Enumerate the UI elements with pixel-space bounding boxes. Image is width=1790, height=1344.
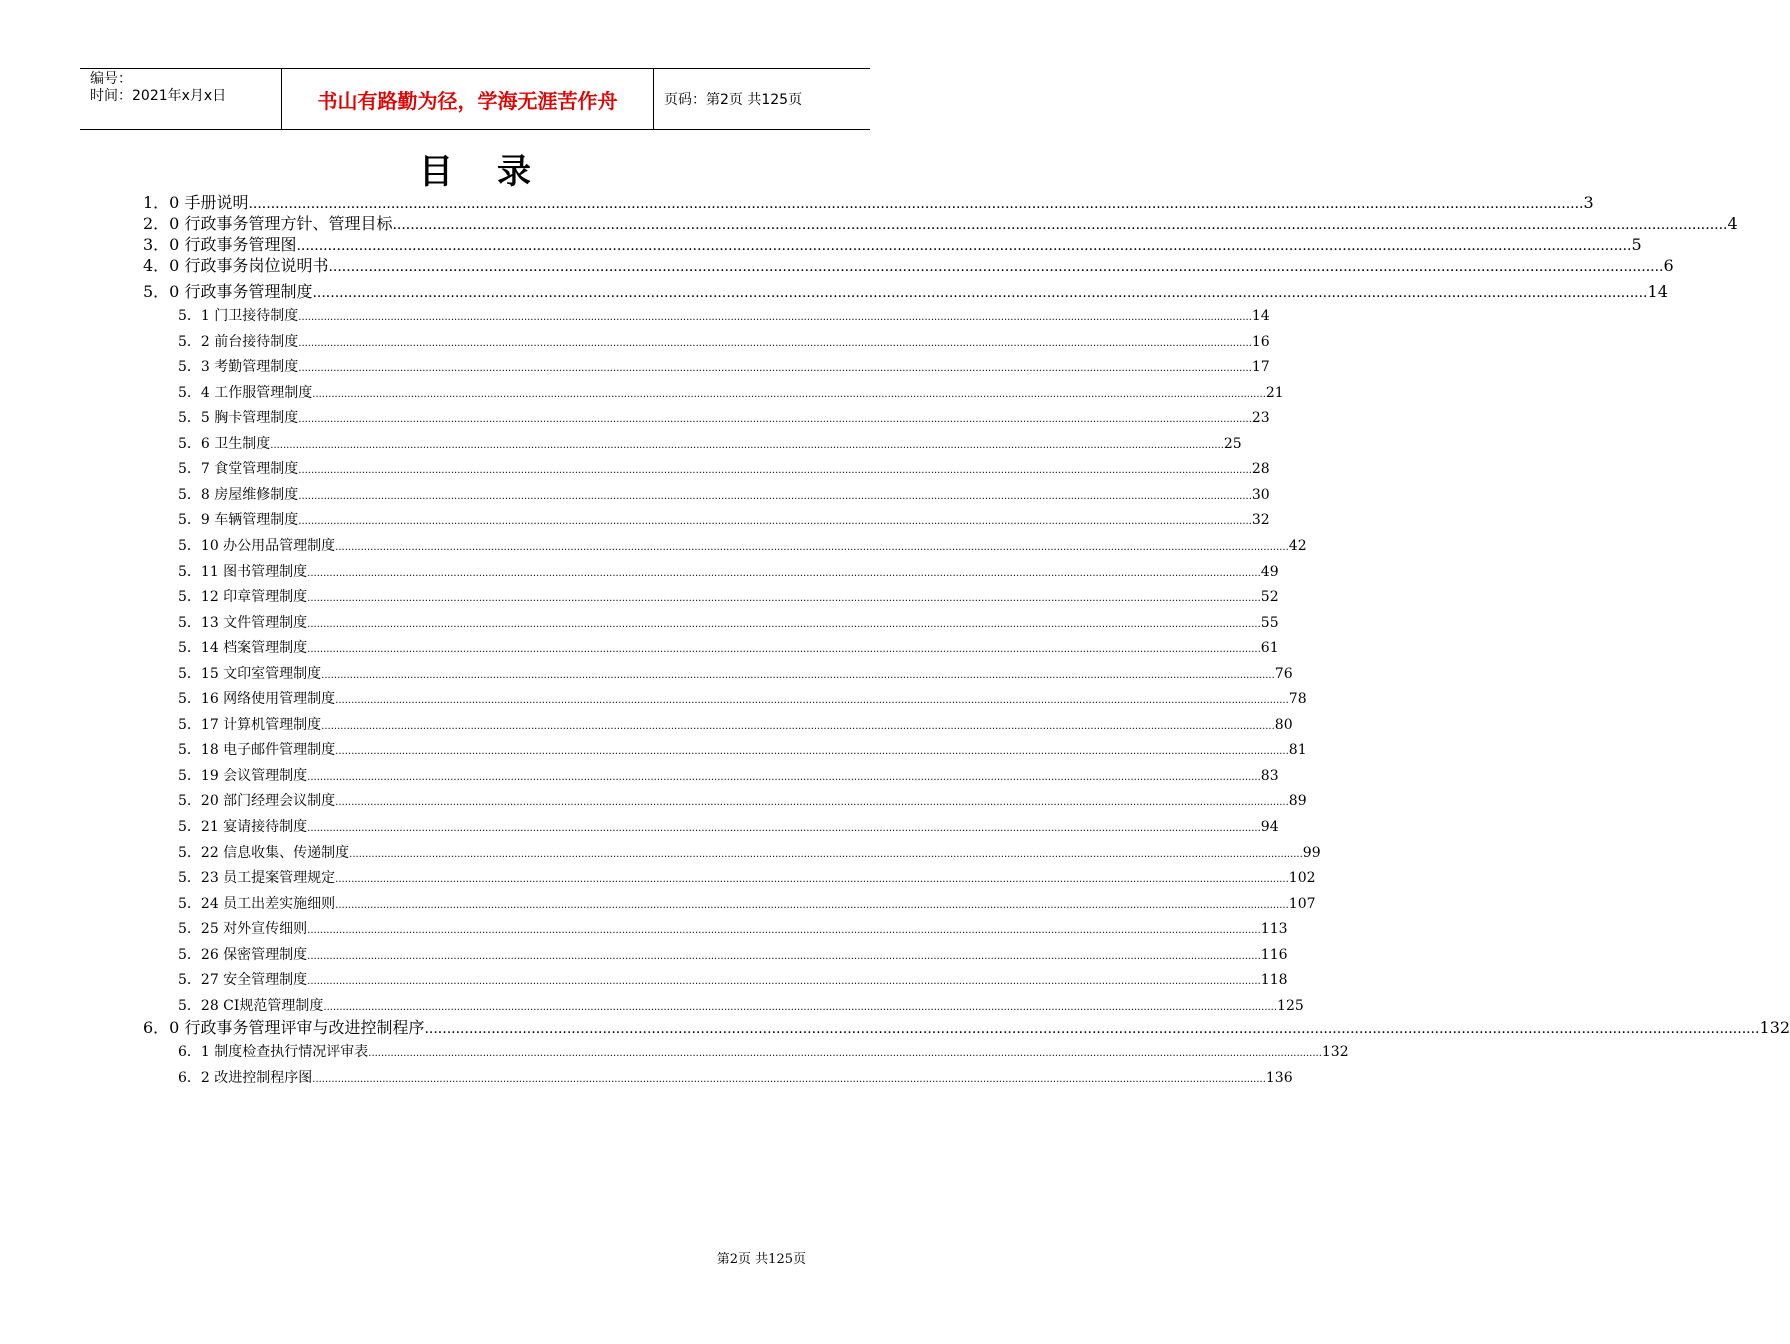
toc-entry-page: 42 <box>1288 537 1307 554</box>
toc-entry-section[interactable] <box>178 458 1270 478</box>
toc-entry-page: 30 <box>1251 486 1270 503</box>
toc-entry-label: 5．19 会议管理制度 <box>178 767 308 784</box>
toc-entry-label: 5．5 胸卡管理制度 <box>178 410 299 427</box>
toc-entry-section[interactable] <box>178 663 1293 683</box>
toc-entry-section[interactable] <box>178 1041 1349 1061</box>
toc-leader-dots: ............................................................................................................................................................................................................................................................................................................ <box>321 669 1275 681</box>
toc-entry-label: 6．2 改进控制程序图 <box>178 1069 313 1086</box>
toc-entry-page: 118 <box>1260 972 1288 989</box>
toc-entry-label: 1．0 手册说明 <box>143 193 249 212</box>
toc-leader-dots: ............................................................................................................................................................................................................................................................................................................ <box>307 976 1261 988</box>
toc-leader-dots: ............................................................................................................................................................................................................................................................................................................ <box>307 567 1261 579</box>
toc-leader-dots: ............................................................................................................................................................................................................................................................................................................ <box>270 439 1224 451</box>
toc-entry-section[interactable] <box>178 893 1316 913</box>
toc-entry-page: 55 <box>1260 614 1279 631</box>
toc-entry-label: 5．3 考勤管理制度 <box>178 359 299 376</box>
toc-entry-label: 5．0 行政事务管理制度 <box>143 282 313 301</box>
toc-entry-chapter[interactable] <box>143 232 1642 255</box>
toc-entry-section[interactable] <box>178 637 1279 657</box>
toc-entry-label: 5．22 信息收集、传递制度 <box>178 844 350 861</box>
toc-leader-dots: ............................................................................................................................................................................................................................................................................................................ <box>424 1021 1760 1037</box>
toc-entry-section[interactable] <box>178 969 1288 989</box>
toc-leader-dots: ............................................................................................................................................................................................................................................................................................................ <box>335 899 1289 911</box>
toc-entry-page: 99 <box>1302 844 1321 861</box>
toc-leader-dots: ............................................................................................................................................................................................................................................................................................................ <box>307 618 1261 630</box>
toc-entry-label: 6．0 行政事务管理评审与改进控制程序 <box>143 1018 425 1037</box>
toc-entry-label: 5．12 印章管理制度 <box>178 589 308 606</box>
toc-entry-page: 32 <box>1251 512 1270 529</box>
header-meta <box>80 69 282 129</box>
toc-entry-page: 5 <box>1631 235 1642 254</box>
toc-entry-page: 28 <box>1251 461 1270 478</box>
toc-leader-dots: ............................................................................................................................................................................................................................................................................................................ <box>248 196 1584 212</box>
toc-leader-dots: ............................................................................................................................................................................................................................................................................................................ <box>307 771 1261 783</box>
toc-leader-dots: ............................................................................................................................................................................................................................................................................................................ <box>335 695 1289 707</box>
toc-leader-dots: ............................................................................................................................................................................................................................................................................................................ <box>349 848 1303 860</box>
toc-entry-section[interactable] <box>178 433 1242 453</box>
toc-leader-dots: ............................................................................................................................................................................................................................................................................................................ <box>312 1073 1266 1085</box>
toc-entry-label: 5．9 车辆管理制度 <box>178 512 299 529</box>
toc-leader-dots: ............................................................................................................................................................................................................................................................................................................ <box>307 593 1261 605</box>
toc-leader-dots: ............................................................................................................................................................................................................................................................................................................ <box>298 490 1252 502</box>
toc-entry-page: 125 <box>1277 997 1304 1014</box>
toc-entry-page: 16 <box>1251 333 1270 350</box>
toc-leader-dots: ............................................................................................................................................................................................................................................................................................................ <box>298 465 1252 477</box>
toc-entry-label: 5．1 门卫接待制度 <box>178 308 299 324</box>
toc-entry-section[interactable] <box>178 331 1270 351</box>
toc-entry-page: 4 <box>1727 214 1738 233</box>
toc-entry-label: 6．1 制度检查执行情况评审表 <box>178 1044 369 1060</box>
toc-entry-page: 14 <box>1251 308 1270 324</box>
toc-entry-label: 5．11 图书管理制度 <box>178 563 308 580</box>
page-header <box>80 68 870 130</box>
toc-entry-section[interactable] <box>178 612 1279 632</box>
toc-entry-page: 78 <box>1288 691 1307 708</box>
toc-entry-label: 5．13 文件管理制度 <box>178 614 308 631</box>
toc-leader-dots: ............................................................................................................................................................................................................................................................................................................ <box>298 312 1252 323</box>
toc-leader-dots: ............................................................................................................................................................................................................................................................................................................ <box>368 1048 1322 1059</box>
toc-entry-page: 113 <box>1260 921 1288 938</box>
toc-entry-chapter[interactable] <box>143 279 1668 302</box>
toc-entry-page: 3 <box>1583 193 1594 212</box>
toc-entry-section[interactable] <box>178 944 1288 964</box>
toc-entry-label: 5．23 员工提案管理规定 <box>178 870 336 887</box>
toc-entry-label: 5．17 计算机管理制度 <box>178 716 322 733</box>
toc-leader-dots: ............................................................................................................................................................................................................................................................................................................ <box>307 925 1261 937</box>
toc-entry-page: 132 <box>1759 1018 1790 1037</box>
header-page-info: 页码：第2页 共125页 <box>664 92 803 108</box>
toc-entry-section[interactable] <box>178 995 1304 1015</box>
toc-entry-page: 116 <box>1260 946 1288 963</box>
toc-entry-label: 2．0 行政事务管理方针、管理目标 <box>143 214 393 233</box>
toc-entry-section[interactable] <box>178 739 1307 759</box>
toc-leader-dots: ............................................................................................................................................................................................................................................................................................................ <box>328 259 1664 275</box>
toc-leader-dots: ............................................................................................................................................................................................................................................................................................................ <box>307 950 1261 962</box>
toc-leader-dots: ............................................................................................................................................................................................................................................................................................................ <box>392 217 1728 233</box>
header-motto: 书山有路勤为径，学海无涯苦作舟 <box>282 69 654 129</box>
toc-entry-section[interactable] <box>178 535 1307 555</box>
toc-leader-dots: ............................................................................................................................................................................................................................................................................................................ <box>298 414 1252 426</box>
toc-entry-page: 81 <box>1288 742 1307 759</box>
toc-title: 目录 <box>419 152 575 192</box>
toc-leader-dots: ............................................................................................................................................................................................................................................................................................................ <box>298 516 1252 528</box>
toc-entry-section[interactable] <box>178 382 1284 402</box>
toc-entry-section[interactable] <box>178 816 1279 836</box>
toc-leader-dots: ............................................................................................................................................................................................................................................................................................................ <box>335 746 1289 758</box>
toc-leader-dots: ............................................................................................................................................................................................................................................................................................................ <box>323 1001 1278 1013</box>
toc-entry-section[interactable] <box>178 561 1279 581</box>
toc-entry-chapter[interactable] <box>143 1015 1790 1038</box>
toc-entry-page: 107 <box>1288 895 1316 912</box>
toc-entry-label: 5．8 房屋维修制度 <box>178 486 299 503</box>
toc-entry-page: 89 <box>1288 793 1307 810</box>
toc-entry-section[interactable] <box>178 1067 1293 1087</box>
toc-entry-label: 5．7 食堂管理制度 <box>178 461 299 478</box>
toc-entry-section[interactable] <box>178 842 1321 862</box>
toc-entry-section[interactable] <box>178 867 1316 887</box>
toc-entry-label: 5．10 办公用品管理制度 <box>178 537 336 554</box>
toc-leader-dots: ............................................................................................................................................................................................................................................................................................................ <box>298 337 1252 349</box>
toc-entry-page: 132 <box>1321 1044 1349 1060</box>
toc-entry-section[interactable] <box>178 509 1270 529</box>
page-footer: 第2页 共125页 <box>716 1252 806 1267</box>
toc-entry-chapter[interactable] <box>143 190 1594 213</box>
toc-entry-page: 49 <box>1260 563 1279 580</box>
toc-entry-page: 76 <box>1274 665 1293 682</box>
toc-leader-dots: ............................................................................................................................................................................................................................................................................................................ <box>335 797 1289 809</box>
toc-entry-label: 5．25 对外宣传细则 <box>178 921 308 938</box>
toc-entry-page: 6 <box>1663 256 1674 275</box>
toc-entry-label: 5．21 宴请接待制度 <box>178 819 308 835</box>
toc-entry-section[interactable] <box>178 356 1270 376</box>
toc-leader-dots: ............................................................................................................................................................................................................................................................................................................ <box>335 874 1289 886</box>
toc-entry-label: 5．16 网络使用管理制度 <box>178 691 336 708</box>
toc-leader-dots: ............................................................................................................................................................................................................................................................................................................ <box>298 363 1252 375</box>
toc-entry-section[interactable] <box>178 407 1270 427</box>
toc-entry-page: 14 <box>1647 282 1668 301</box>
toc-entry-page: 21 <box>1265 384 1284 401</box>
toc-entry-label: 5．26 保密管理制度 <box>178 946 308 963</box>
toc-entry-label: 5．20 部门经理会议制度 <box>178 793 336 810</box>
toc-entry-section[interactable] <box>178 714 1293 734</box>
toc-entry-page: 102 <box>1288 870 1316 887</box>
toc-entry-section[interactable] <box>178 484 1270 504</box>
toc-entry-label: 5．27 安全管理制度 <box>178 972 308 989</box>
date-label: 时间：2021年x月x日 <box>90 88 227 104</box>
toc-entry-label: 5．6 卫生制度 <box>178 435 271 452</box>
toc-leader-dots: ............................................................................................................................................................................................................................................................................................................ <box>307 644 1261 656</box>
toc-entry-section[interactable] <box>178 688 1307 708</box>
toc-leader-dots: ............................................................................................................................................................................................................................................................................................................ <box>321 720 1275 732</box>
toc-entry-page: 80 <box>1274 716 1293 733</box>
toc-entry-label: 5．2 前台接待制度 <box>178 333 299 350</box>
toc-entry-label: 5．4 工作服管理制度 <box>178 384 313 401</box>
toc-entry-chapter[interactable] <box>143 211 1738 234</box>
toc-entry-page: 83 <box>1260 767 1279 784</box>
toc-entry-page: 61 <box>1260 640 1279 657</box>
toc-leader-dots: ............................................................................................................................................................................................................................................................................................................ <box>296 238 1632 254</box>
toc-entry-page: 17 <box>1251 359 1270 376</box>
toc-entry-label: 5．24 员工出差实施细则 <box>178 895 336 912</box>
toc-leader-dots: ............................................................................................................................................................................................................................................................................................................ <box>307 823 1261 834</box>
toc-entry-label: 5．18 电子邮件管理制度 <box>178 742 336 759</box>
serial-number-label: 编号： <box>90 71 132 87</box>
toc-entry-page: 52 <box>1260 589 1279 606</box>
toc-entry-page: 23 <box>1251 410 1270 427</box>
toc-entry-label: 4．0 行政事务岗位说明书 <box>143 256 329 275</box>
toc-entry-label: 5．14 档案管理制度 <box>178 640 308 657</box>
toc-entry-page: 94 <box>1260 819 1279 835</box>
toc-entry-page: 136 <box>1265 1069 1293 1086</box>
toc-entry-section[interactable] <box>178 918 1288 938</box>
toc-leader-dots: ............................................................................................................................................................................................................................................................................................................ <box>335 541 1289 553</box>
toc-entry-label: 5．28 CI规范管理制度 <box>178 997 324 1014</box>
toc-entry-label: 3．0 行政事务管理图 <box>143 235 297 254</box>
toc-leader-dots: ............................................................................................................................................................................................................................................................................................................ <box>312 285 1648 301</box>
toc-leader-dots: ............................................................................................................................................................................................................................................................................................................ <box>312 388 1266 400</box>
toc-entry-label: 5．15 文印室管理制度 <box>178 665 322 682</box>
toc-entry-section[interactable] <box>178 305 1270 325</box>
toc-entry-section[interactable] <box>178 790 1307 810</box>
toc-entry-page: 25 <box>1223 435 1242 452</box>
toc-entry-section[interactable] <box>178 765 1279 785</box>
toc-entry-section[interactable] <box>178 586 1279 606</box>
toc-entry-chapter[interactable] <box>143 253 1674 276</box>
